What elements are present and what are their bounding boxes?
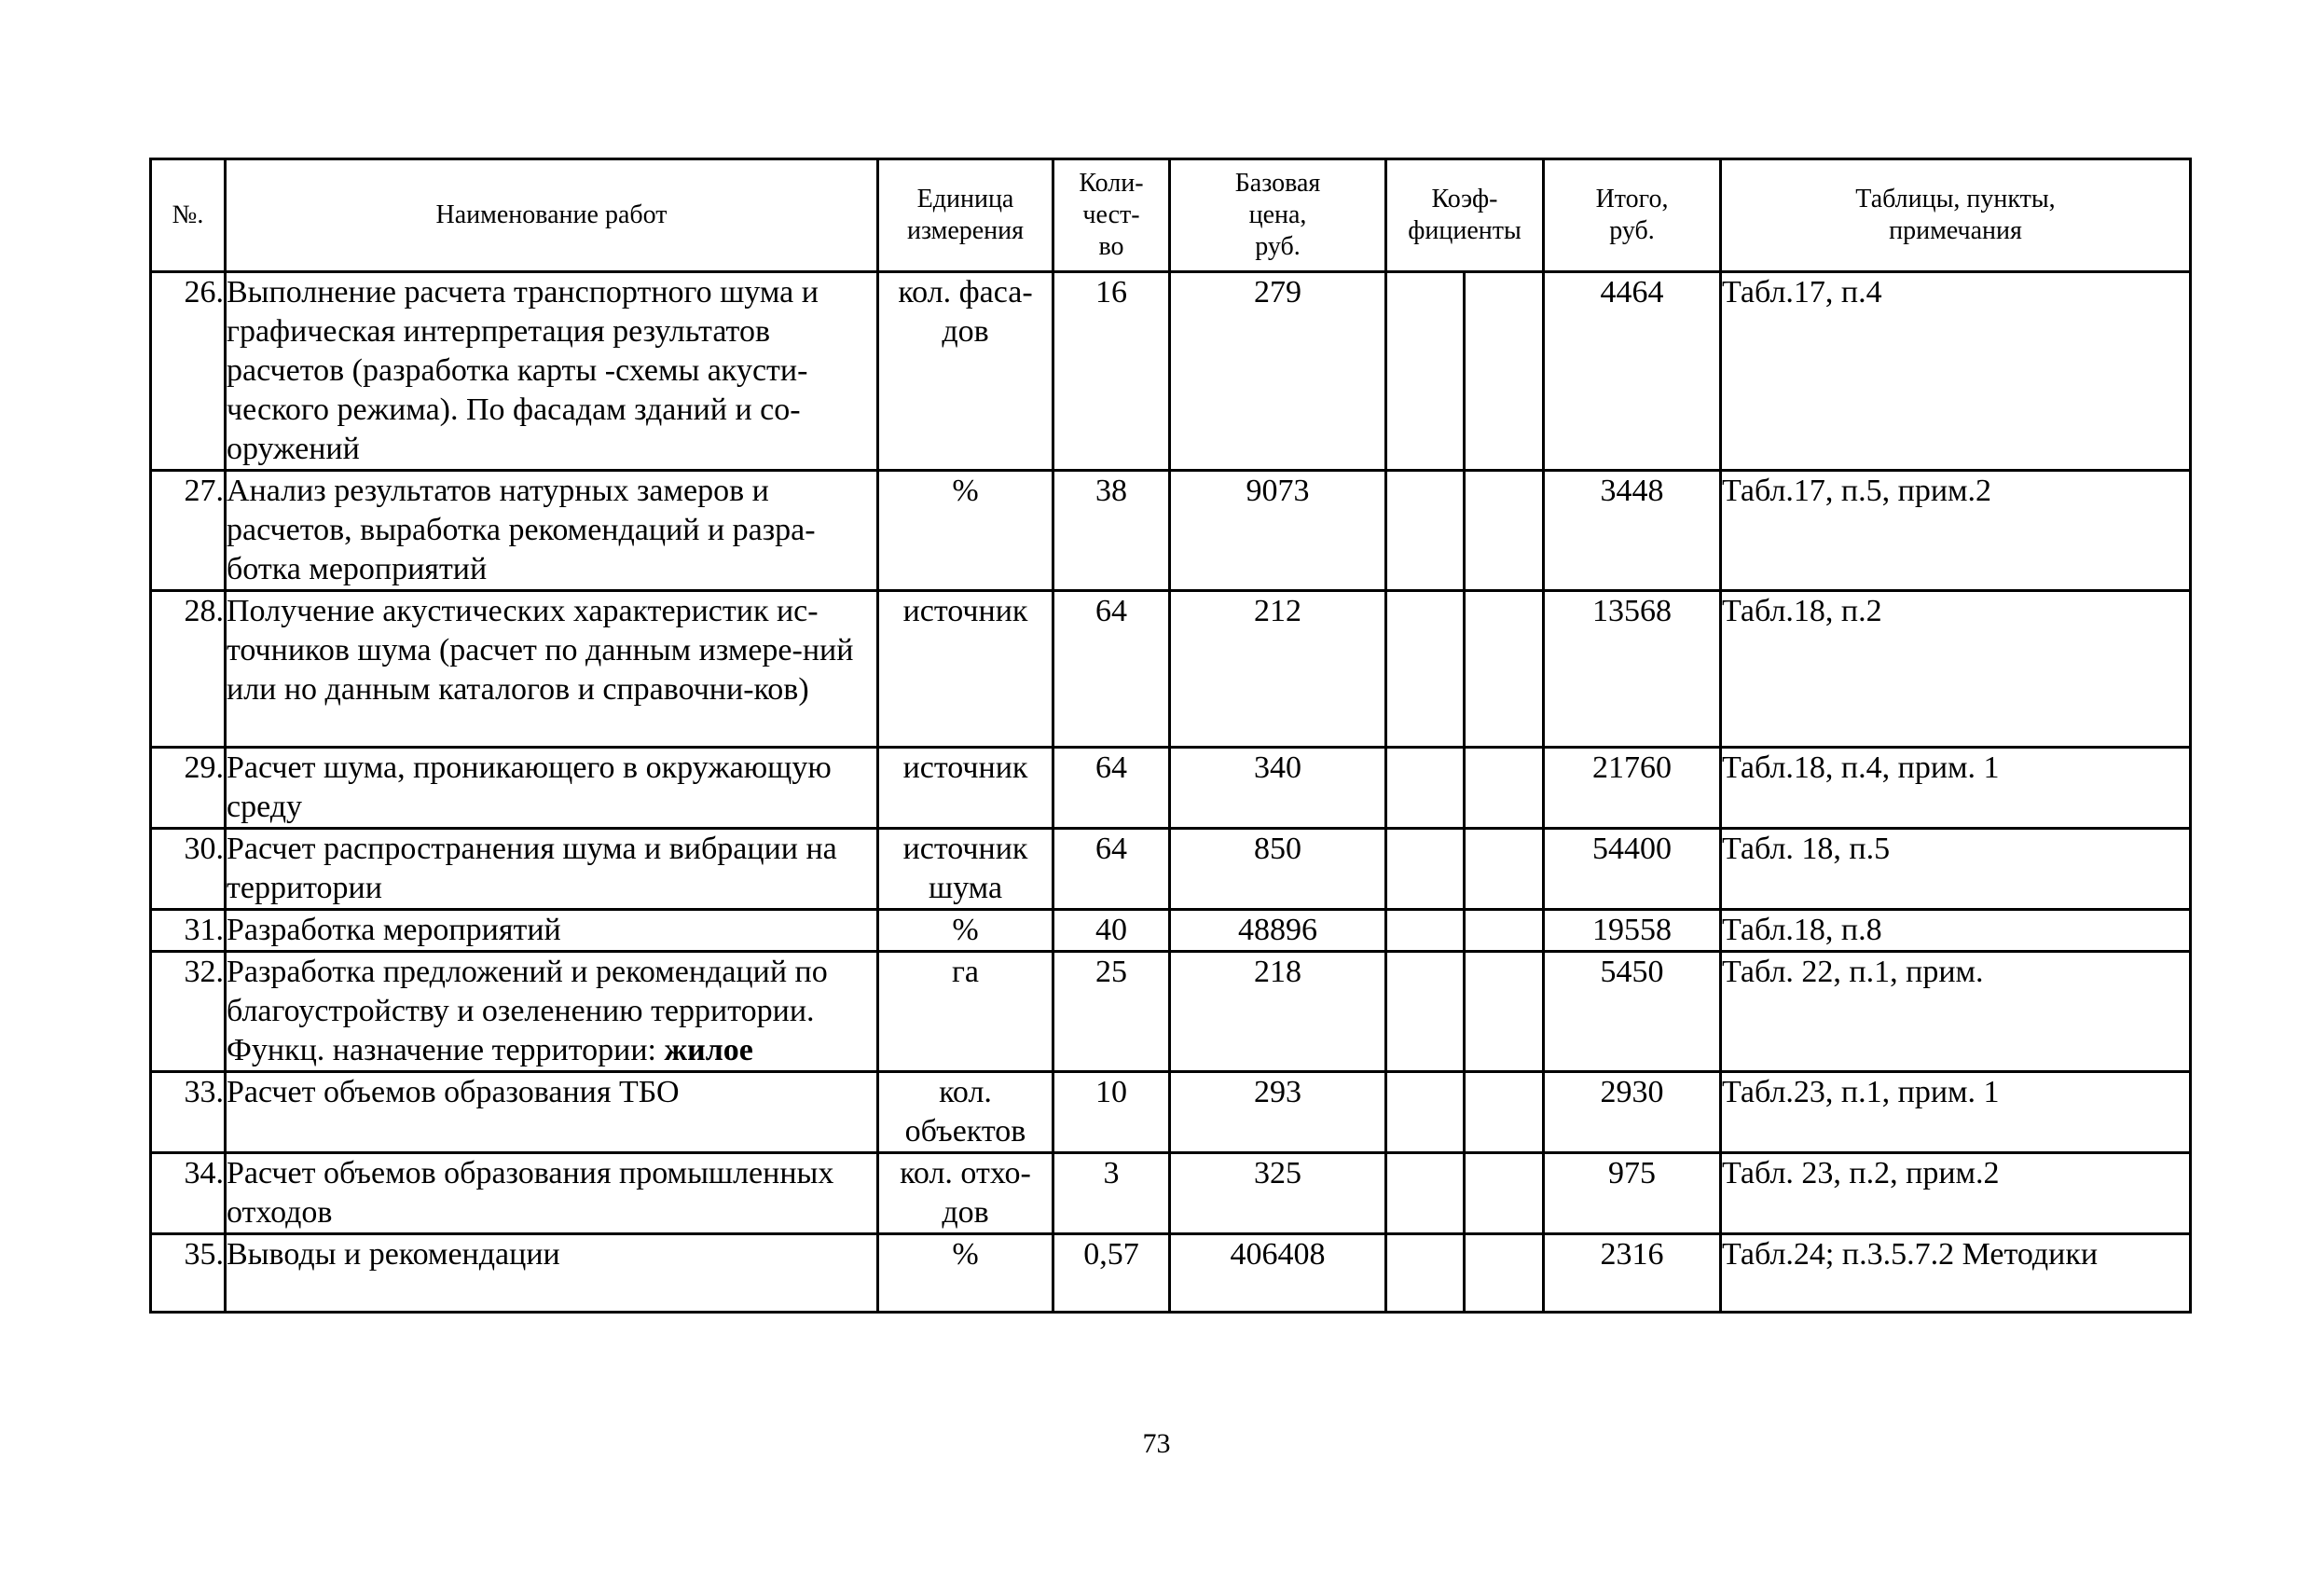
unit-of-measure: кол. отхо-дов <box>878 1153 1053 1234</box>
work-name: Выводы и рекомендации <box>226 1234 878 1313</box>
notes-reference: Табл.17, п.5, прим.2 <box>1721 471 2191 591</box>
coefficient-1 <box>1386 272 1465 471</box>
row-number: 32. <box>151 952 226 1072</box>
work-name: Расчет распространения шума и вибрации на территории <box>226 829 878 910</box>
quantity: 64 <box>1053 591 1170 748</box>
total-amount: 21760 <box>1544 748 1721 829</box>
base-price: 850 <box>1170 829 1386 910</box>
total-amount: 5450 <box>1544 952 1721 1072</box>
base-price: 218 <box>1170 952 1386 1072</box>
total-amount: 3448 <box>1544 471 1721 591</box>
row-number: 33. <box>151 1072 226 1153</box>
coefficient-1 <box>1386 829 1465 910</box>
row-number: 29. <box>151 748 226 829</box>
unit-of-measure: источник <box>878 748 1053 829</box>
coefficient-2 <box>1465 1072 1544 1153</box>
quantity: 38 <box>1053 471 1170 591</box>
table-row <box>151 272 2191 471</box>
unit-of-measure: кол. объектов <box>878 1072 1053 1153</box>
unit-of-measure: % <box>878 471 1053 591</box>
total-amount: 13568 <box>1544 591 1721 748</box>
coefficient-1 <box>1386 1234 1465 1313</box>
total-amount: 19558 <box>1544 910 1721 952</box>
quantity: 40 <box>1053 910 1170 952</box>
notes-reference: Табл. 23, п.2, прим.2 <box>1721 1153 2191 1234</box>
table-row <box>151 1153 2191 1234</box>
base-price: 212 <box>1170 591 1386 748</box>
notes-reference: Табл.18, п.2 <box>1721 591 2191 748</box>
coefficient-2 <box>1465 910 1544 952</box>
work-name: Разработка предложений и рекомендаций по благоустройству и озеленению территории. Функц. назначение территории: жилое <box>226 952 878 1072</box>
total-amount: 54400 <box>1544 829 1721 910</box>
unit-of-measure: кол. фаса-дов <box>878 272 1053 471</box>
table-row <box>151 471 2191 591</box>
coefficient-1 <box>1386 471 1465 591</box>
table-header-row <box>151 159 2191 272</box>
total-amount: 2316 <box>1544 1234 1721 1313</box>
unit-of-measure: га <box>878 952 1053 1072</box>
coefficient-1 <box>1386 1153 1465 1234</box>
coefficient-2 <box>1465 829 1544 910</box>
coefficient-2 <box>1465 471 1544 591</box>
unit-of-measure: % <box>878 910 1053 952</box>
coefficient-1 <box>1386 910 1465 952</box>
row-number: 31. <box>151 910 226 952</box>
work-name: Расчет шума, проникающего в окружающую среду <box>226 748 878 829</box>
header-num: №. <box>151 159 226 272</box>
base-price: 325 <box>1170 1153 1386 1234</box>
work-name: Анализ результатов натурных замеров и расчетов, выработка рекомендаций и разра-ботка мероприятий <box>226 471 878 591</box>
row-number: 27. <box>151 471 226 591</box>
base-price: 293 <box>1170 1072 1386 1153</box>
base-price: 9073 <box>1170 471 1386 591</box>
base-price: 48896 <box>1170 910 1386 952</box>
coefficient-1 <box>1386 952 1465 1072</box>
notes-reference: Табл. 22, п.1, прим. <box>1721 952 2191 1072</box>
work-name: Расчет объемов образования ТБО <box>226 1072 878 1153</box>
quantity: 10 <box>1053 1072 1170 1153</box>
table-row <box>151 748 2191 829</box>
quantity: 0,57 <box>1053 1234 1170 1313</box>
total-amount: 2930 <box>1544 1072 1721 1153</box>
unit-of-measure: % <box>878 1234 1053 1313</box>
quantity: 3 <box>1053 1153 1170 1234</box>
work-name: Расчет объемов образования промышленных отходов <box>226 1153 878 1234</box>
notes-reference: Табл. 18, п.5 <box>1721 829 2191 910</box>
row-number: 26. <box>151 272 226 471</box>
work-name: Разработка мероприятий <box>226 910 878 952</box>
coefficient-2 <box>1465 1234 1544 1313</box>
table-body <box>151 272 2191 1313</box>
coefficient-2 <box>1465 1153 1544 1234</box>
quantity: 25 <box>1053 952 1170 1072</box>
header-total: Итого, руб. <box>1544 159 1721 272</box>
notes-reference: Табл.18, п.8 <box>1721 910 2191 952</box>
coefficient-1 <box>1386 1072 1465 1153</box>
total-amount: 4464 <box>1544 272 1721 471</box>
notes-reference: Табл.23, п.1, прим. 1 <box>1721 1072 2191 1153</box>
quantity: 64 <box>1053 829 1170 910</box>
unit-of-measure: источник шума <box>878 829 1053 910</box>
quantity: 16 <box>1053 272 1170 471</box>
header-qty: Коли- чест- во <box>1053 159 1170 272</box>
header-notes: Таблицы, пункты, примечания <box>1721 159 2191 272</box>
coefficient-2 <box>1465 748 1544 829</box>
coefficient-1 <box>1386 748 1465 829</box>
base-price: 279 <box>1170 272 1386 471</box>
table-row <box>151 1234 2191 1313</box>
notes-reference: Табл.24; п.3.5.7.2 Методики <box>1721 1234 2191 1313</box>
base-price: 340 <box>1170 748 1386 829</box>
page-number: 73 <box>1142 1428 1171 1459</box>
work-name: Выполнение расчета транспортного шума и графическая интерпретация результатов расчетов (разработка карты -схемы акусти-ческого режима). По фасадам зданий и со-оружений <box>226 272 878 471</box>
work-name-emphasis: жилое <box>664 1033 753 1067</box>
unit-of-measure: источник <box>878 591 1053 748</box>
header-price: Базовая цена, руб. <box>1170 159 1386 272</box>
row-number: 28. <box>151 591 226 748</box>
table-row <box>151 591 2191 748</box>
row-number: 34. <box>151 1153 226 1234</box>
coefficient-2 <box>1465 591 1544 748</box>
quantity: 64 <box>1053 748 1170 829</box>
row-number: 30. <box>151 829 226 910</box>
header-coef: Коэф- фициенты <box>1386 159 1544 272</box>
works-table <box>149 158 2192 1314</box>
header-name: Наименование работ <box>226 159 878 272</box>
table-row <box>151 910 2191 952</box>
coefficient-2 <box>1465 272 1544 471</box>
coefficient-1 <box>1386 591 1465 748</box>
row-number: 35. <box>151 1234 226 1313</box>
table-row <box>151 829 2191 910</box>
base-price: 406408 <box>1170 1234 1386 1313</box>
total-amount: 975 <box>1544 1153 1721 1234</box>
work-name: Получение акустических характеристик ис-точников шума (расчет по данным измере-ний или но данным каталогов и справочни-ков) <box>226 591 878 748</box>
header-unit: Единица измерения <box>878 159 1053 272</box>
coefficient-2 <box>1465 952 1544 1072</box>
table-row <box>151 952 2191 1072</box>
notes-reference: Табл.17, п.4 <box>1721 272 2191 471</box>
table-row <box>151 1072 2191 1153</box>
notes-reference: Табл.18, п.4, прим. 1 <box>1721 748 2191 829</box>
